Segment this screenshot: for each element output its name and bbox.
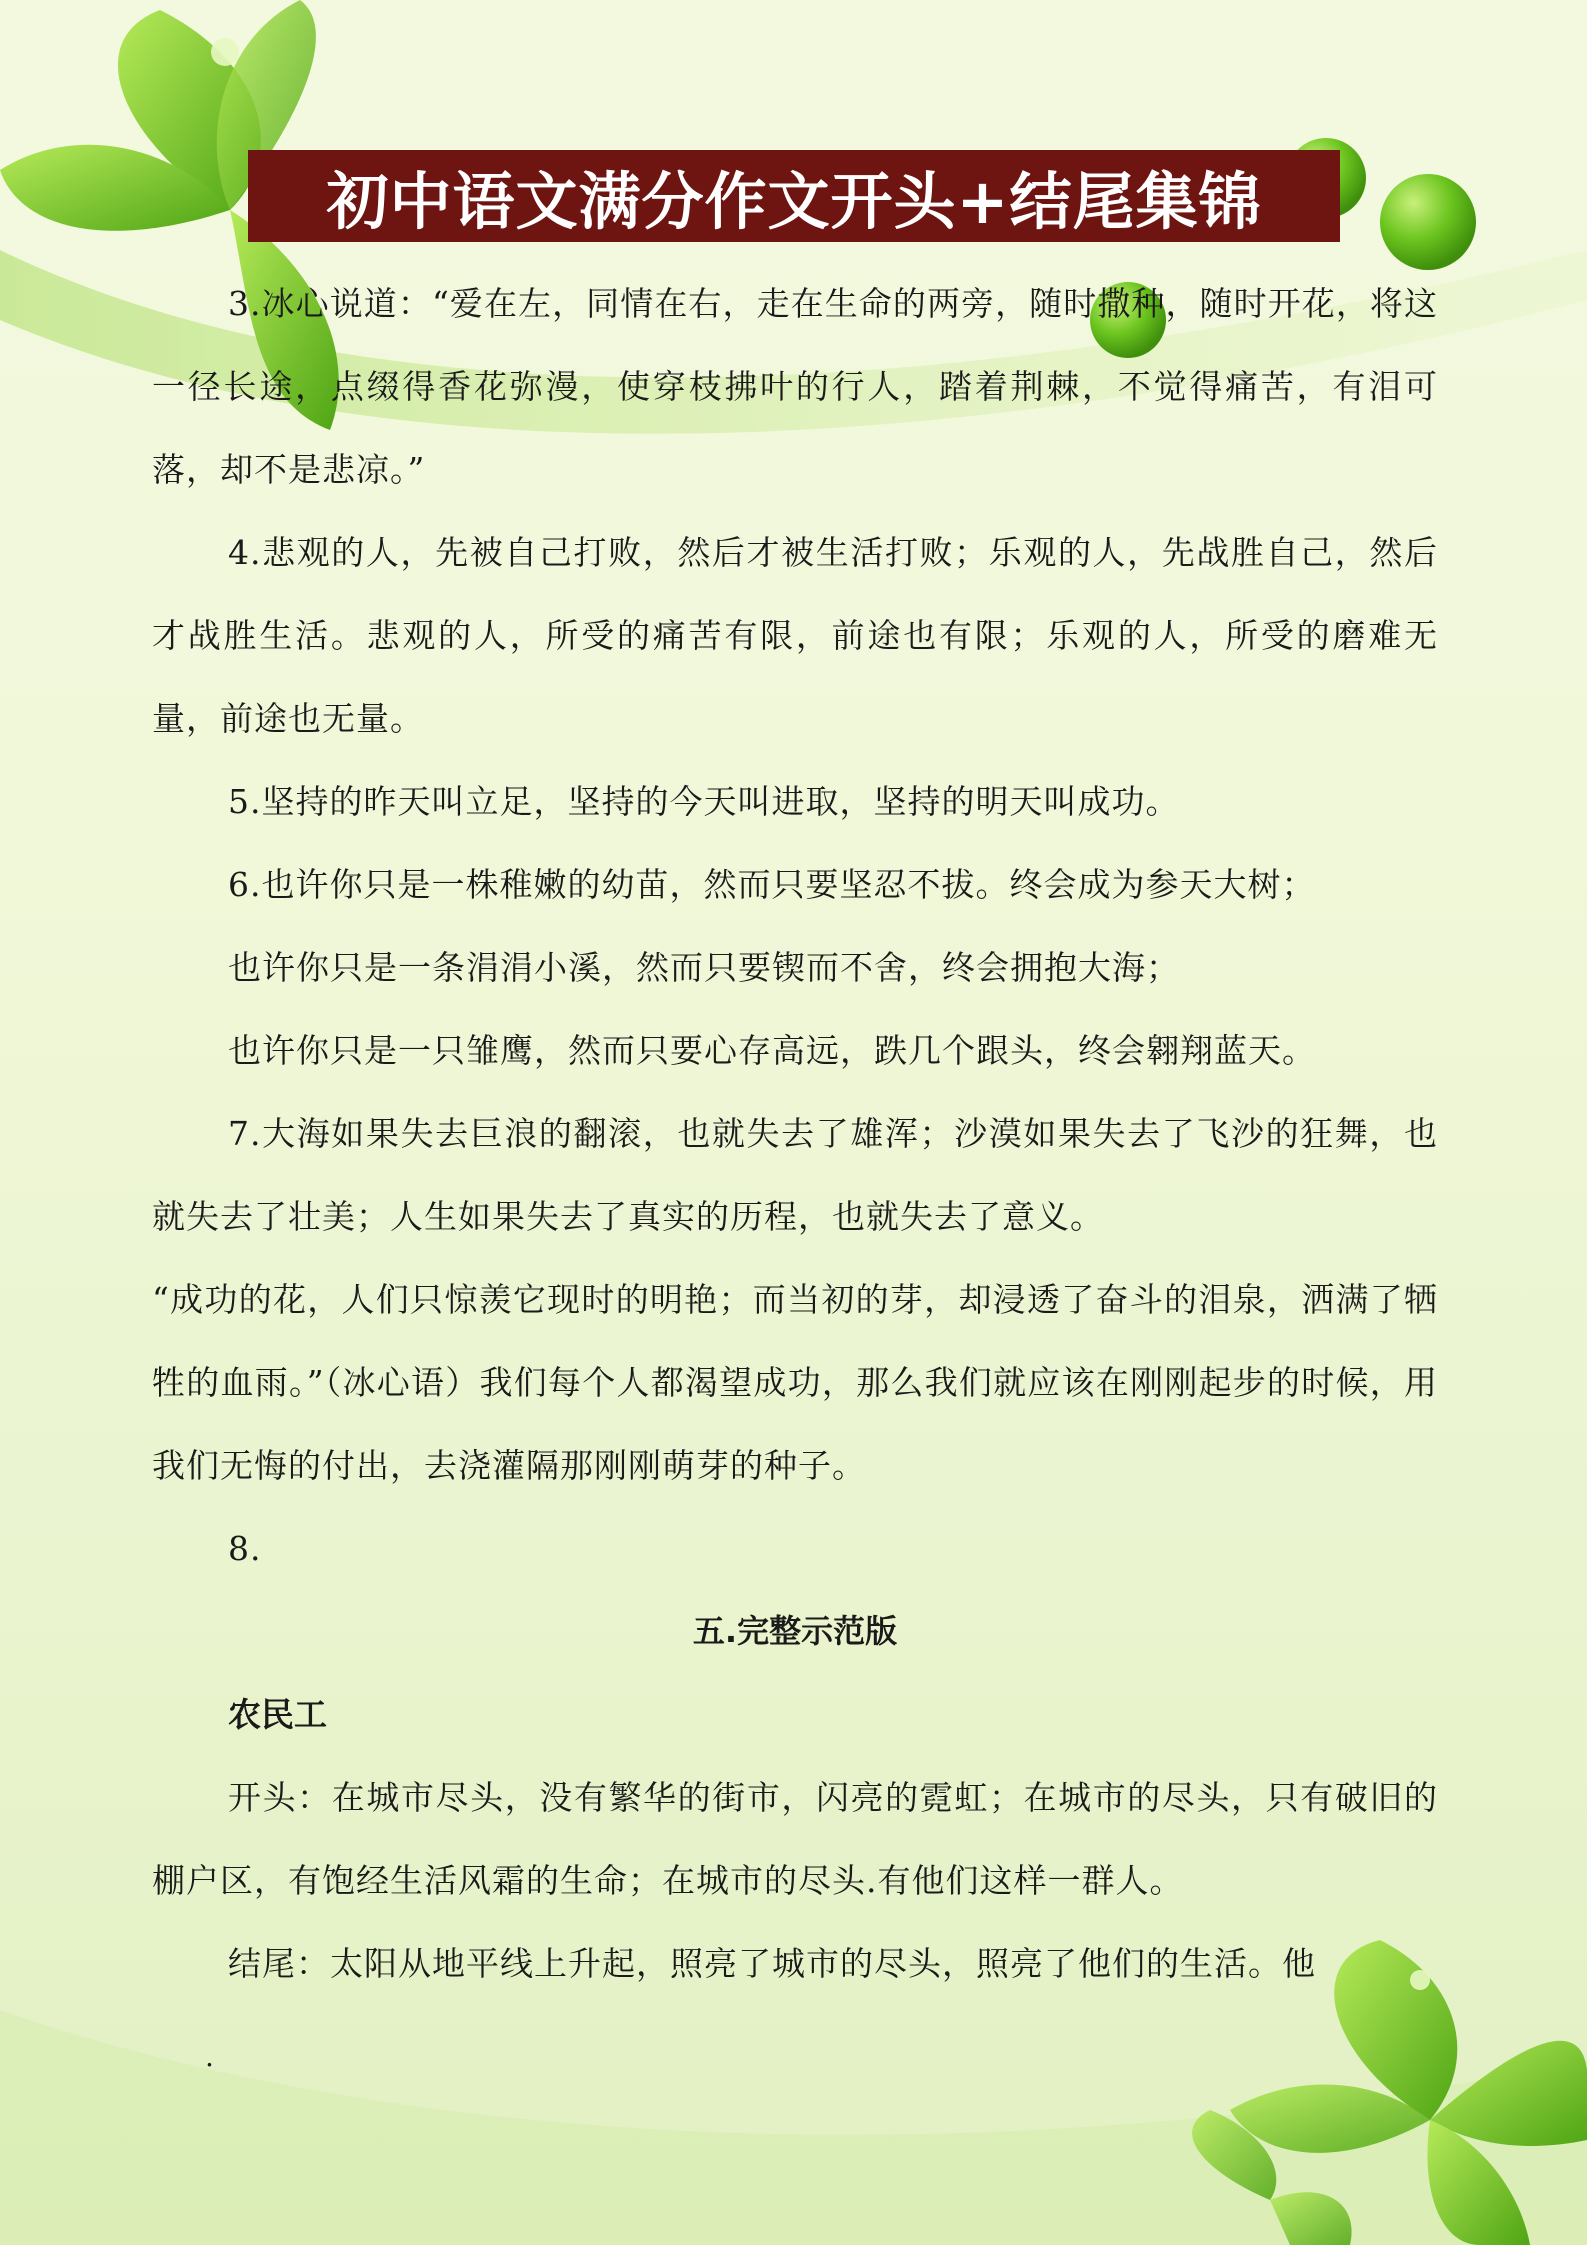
section-heading: 五.完整示范版 [692,1612,898,1650]
paragraph-6-line-3: 也许你只是一只雏鹰，然而只要心存高远，跌几个跟头，终会翱翔蓝天。 [228,1031,1316,1070]
green-ball-large-icon [1380,174,1476,270]
essay-title: 农民工 [228,1695,327,1734]
document-body [152,262,1438,2005]
title-banner [248,150,1340,242]
paragraph-5: 5.坚持的昨天叫立足，坚持的今天叫进取，坚持的明天叫成功。 [228,782,1180,821]
trailing-dot: . [205,2040,214,2073]
paragraph-6-line-1: 6.也许你只是一株稚嫩的幼苗，然而只要坚忍不拔。终会成为参天大树； [228,865,1316,904]
paragraph-8: 8. [228,1529,262,1568]
essay-opening: 开头：在城市尽头，没有繁华的街市，闪亮的霓虹；在城市的尽头，只有破旧的棚户区，有饱经生活风霜的生命；在城市的尽头.有他们这样一群人。 [152,1778,1438,1900]
essay-ending: 结尾：太阳从地平线上升起，照亮了城市的尽头，照亮了他们的生活。他 [228,1944,1316,1983]
paragraph-3: 3.冰心说道：“爱在左，同情在右，走在生命的两旁，随时撒种，随时开花，将这一径长途，点缀得香花弥漫，使穿枝拂叶的行人，踏着荆棘，不觉得痛苦，有泪可落，却不是悲凉。” [152,284,1438,489]
paragraph-7-quote: “成功的花，人们只惊羡它现时的明艳；而当初的芽，却浸透了奋斗的泪泉，洒满了牺牲的血雨。”（冰心语）我们每个人都渴望成功，那么我们就应该在刚刚起步的时候，用我们无悔的付出，去浇灌隔那刚刚萌芽的种子。 [152,1280,1438,1485]
paragraph-6-line-2: 也许你只是一条涓涓小溪，然而只要锲而不舍，终会拥抱大海； [228,948,1180,987]
paragraph-4: 4.悲观的人，先被自己打败，然后才被生活打败；乐观的人，先战胜自己，然后才战胜生活。悲观的人，所受的痛苦有限，前途也有限；乐观的人，所受的磨难无量，前途也无量。 [152,533,1438,738]
paragraph-7: 7.大海如果失去巨浪的翻滚，也就失去了雄浑；沙漠如果失去了飞沙的狂舞，也就失去了壮美；人生如果失去了真实的历程，也就失去了意义。 [152,1114,1438,1236]
page-title: 初中语文满分作文开头+结尾集锦 [326,164,1262,238]
